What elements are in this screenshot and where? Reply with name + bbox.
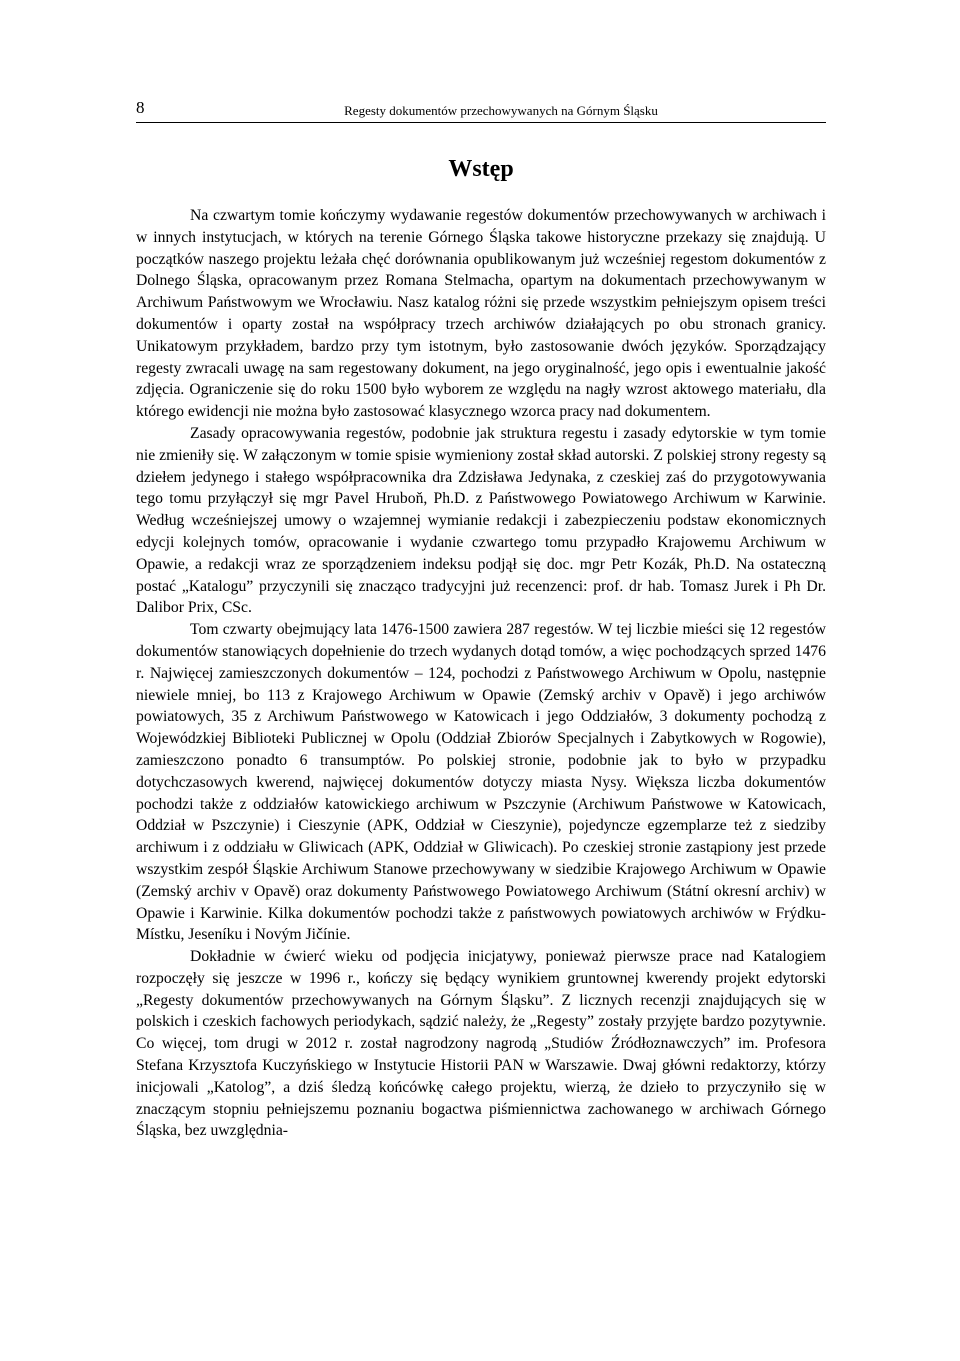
body-text xyxy=(136,205,826,1142)
chapter-title: Wstęp xyxy=(448,156,514,182)
paragraph-3: Tom czwarty obejmujący lata 1476-1500 zawiera 287 regestów. W tej liczbie mieści się 12 regestów dokumentów stanowiących dopełnienie do trzech wydanych dotąd tomów, a więc pochodzących sprzed 1476 r. Najwięcej zamieszczonych dokumentów – 124, pochodzi z Państwowego Archiwum w Opolu, następnie niewiele mniej, bo 113 z Krajowego Archiwum w Opawie (Zemský archiv v Opavě) i jego archiwów powiatowych, 35 z Archiwum Państwowego w Katowicach i jego Oddziałów, 3 dokumenty pochodzą z Wojewódzkiej Biblioteki Publicznej w Opolu (Oddział Zbiorów Specjalnych i Zabytkowych w Rogowie), zamieszczono ponadto 6 transumptów. Po polskiej stronie, podobnie jak to było w przypadku dotychczasowych kwerend, najwięcej dokumentów dotyczy miasta Nysy. Większa liczba dokumentów pochodzi także z oddziałów katowickiego archiwum w Pszczynie (Archiwum Państwowe w Katowicach, Oddział w Pszczynie) i Cieszynie (APK, Oddział w Cieszynie), pojedyncze egzemplarze też z siedziby archiwum i z oddziału w Gliwicach (APK, Oddział w Gliwicach). Po czeskiej stronie zastąpiony jest przede wszystkim zespół Śląskie Archiwum Stanowe przechowywany w siedzibie Krajowego Archiwum w Opawie (Zemský archiv v Opavě) oraz dokumenty Państwowego Powiatowego Archiwum (Státní okresní archiv) w Opawie i Karwinie. Kilka dokumentów pochodzi także z państwowych powiatowych archiwów w Frýdku-Místku, Jeseníku i Novým Jičínie. xyxy=(136,621,826,944)
running-title: Regesty dokumentów przechowywanych na Górnym Śląsku xyxy=(344,103,658,118)
page-number: 8 xyxy=(136,98,145,117)
book-page xyxy=(136,98,826,1142)
paragraph-2: Zasady opracowywania regestów, podobnie jak struktura regestu i zasady edytorskie w tym tomie nie zmieniły się. W załączonym w tomie spisie wymieniony został skład autorski. Z polskiej strony regesty są dziełem jedynego i stałego współpracownika dra Zdzisława Jedynaka, z czeskiej zaś do przygotowywania tego tomu przyłączył się mgr Pavel Hruboň, Ph.D. z Państwowego Powiatowego Archiwum w Karwinie. Według wcześniejszej umowy o wzajemnej wymianie redakcji i zabezpieczeniu podstaw ekonomicznych edycji kolejnych tomów, opracowanie i wydanie czwartego tomu przypadło Krajowemu Archiwum w Opawie, a redakcji wraz ze sporządzeniem indeksu podjął się doc. mgr Petr Kozák, Ph.D. Na ostateczną postać „Katalogu” przyczynili się znacząco tradycyjni już recenzenci: prof. dr hab. Tomasz Jurek i Ph Dr. Dalibor Prix, CSc. xyxy=(136,424,826,617)
running-header xyxy=(136,98,826,123)
paragraph-1: Na czwartym tomie kończymy wydawanie regestów dokumentów przechowywanych w archiwach i w innych instytucjach, w których na terenie Górnego Śląska takowe historyczne przekazy się znajdują. U początków naszego projektu leżała chęć dorównania opublikowanym już wcześniej regestom dokumentów z Dolnego Śląska, opracowanym przez Romana Stelmacha, opartym na dokumentach przechowywanym w Archiwum Państwowym we Wrocławiu. Nasz katalog różni się przede wszystkim pełniejszym opisem treści dokumentów i oparty został na współpracy trzech archiwów działających po obu stronach granicy. Unikatowym przykładem, bardzo przy tym istotnym, było zastosowanie dwóch języków. Sporządzający regesty zwracali uwagę na sam regestowany dokument, na jego oryginalność, jego opis i ewentualnie jakość zdjęcia. Ograniczenie się do roku 1500 było wyborem ze względu na nagły wzrost aktowego materiału, dla którego ewidencji nie można było zastosować klasycznego wzorca pracy nad dokumentem. xyxy=(136,207,826,421)
paragraph-4: Dokładnie w ćwierć wieku od podjęcia inicjatywy, ponieważ pierwsze prace nad Katalogiem rozpoczęły się jeszcze w 1996 r., kończy się będący wynikiem gruntownej kwerendy projekt edytorski „Regesty dokumentów przechowywanych na Górnym Śląsku”. Z licznych recenzji znajdujących się w polskich i czeskich fachowych periodykach, sądzić należy, że „Regesty” zostały przyjęte bardzo pozytywnie. Co więcej, tom drugi w 2012 r. został nagrodzony nagrodą „Studiów Źródłoznawczych” im. Profesora Stefana Krzysztofa Kuczyńskiego w Instytucie Historii PAN w Warszawie. Dwaj główni redaktorzy, którzy inicjowali „Katolog”, a dziś śledzą końcówkę całego projektu, wierzą, że dzieło to przyczyniło się w znaczącym stopniu pełniejszemu poznaniu bogactwa piśmiennictwa zachowanego w archiwach Górnego Śląska, bez uwzględnia- xyxy=(136,948,826,1140)
